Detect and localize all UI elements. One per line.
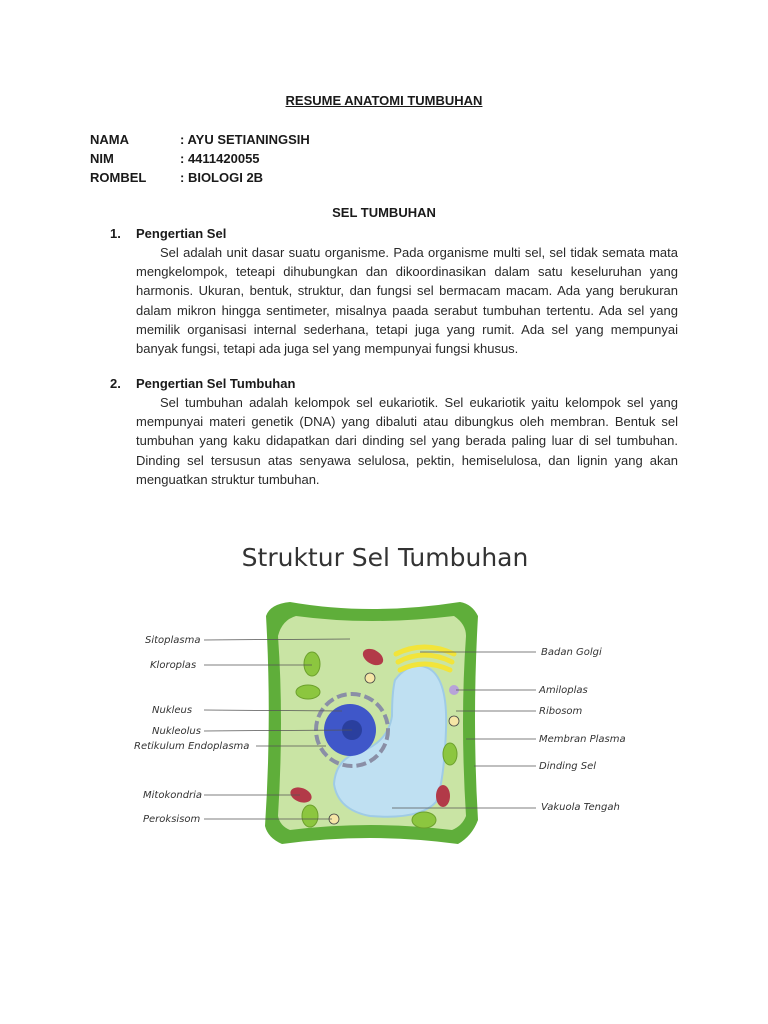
label-vakuola-tengah: Vakuola Tengah [541,802,620,813]
item-heading: Pengertian Sel [136,226,227,241]
info-row-nim [90,149,310,168]
item-paragraph: Sel tumbuhan adalah kelompok sel eukariotik. Sel eukariotik yaitu kelompok sel yang mempunyai materi genetik (DNA) yang dibaluti atau dibungkus oleh membran. Bentuk sel tumbuhan yang kaku didapatkan dari dinding sel yang berada paling luar di sel tumbuhan. Dinding sel tersusun atas senyawa selulosa, pektin, hemiselulosa, dan lignin yang akan menguatkan struktur tumbuhan. [136,395,678,487]
item-paragraph: Sel adalah unit dasar suatu organisme. Pada organisme multi sel, sel tidak semata mata mengkelompok, teteapi dihubungkan dan dikoordinasikan dalam satu keseluruhan yang harmonis. Ukuran, bentuk, struktur, dan fungsi sel bermacam macam. Ada yang berukuran dalam mikron hingga sentimeter, misalnya paada serabut tumbuhan tertentu. Ada sel yang memilik organisasi internal sederhana, tetapi juga yang rumit. Ada sel yang mempunyai banyak fungsi, tetapi ada juga sel yang mempunyai fungsi khusus. [136,245,678,357]
ribosome-shape [365,673,375,683]
chloroplast-shape [412,812,436,828]
info-key: NIM [90,151,114,166]
info-key: NAMA [90,132,129,147]
info-key: ROMBEL [90,170,147,185]
document-title: RESUME ANATOMI TUMBUHAN [285,93,483,108]
ribosome-shape [449,716,459,726]
info-row-rombel [90,168,310,187]
item-number: 1. [110,226,121,241]
mitochondria-shape [436,785,450,807]
label-nukleus: Nukleus [152,705,193,716]
label-mitokondria: Mitokondria [143,790,203,801]
info-value: : AYU SETIANINGSIH [180,132,310,147]
label-amiloplas: Amiloplas [539,685,588,696]
label-badan-golgi: Badan Golgi [541,647,602,658]
diagram-title: Struktur Sel Tumbuhan [241,543,529,572]
label-retikulum: Retikulum Endoplasma [134,741,250,752]
label-membran-plasma: Membran Plasma [539,734,626,745]
section-item-2 [110,374,678,489]
info-row-nama [90,130,310,149]
chloroplast-shape [296,685,320,699]
label-sitoplasma: Sitoplasma [145,635,201,646]
item-number: 2. [110,376,121,391]
item-heading-row [110,224,678,243]
chloroplast-shape [443,743,457,765]
label-peroksisom: Peroksisom [143,814,201,825]
chloroplast-shape [304,652,320,676]
info-value: : BIOLOGI 2B [180,170,264,185]
plant-cell-diagram [0,520,768,860]
label-ribosom: Ribosom [539,706,583,717]
label-kloroplas: Kloroplas [150,660,197,671]
item-heading-row [110,374,678,393]
chloroplast-shape [302,805,318,827]
info-value: : 4411420055 [180,151,260,166]
label-dinding-sel: Dinding Sel [539,761,597,772]
label-nukleolus: Nukleolus [152,726,201,737]
item-heading: Pengertian Sel Tumbuhan [136,376,296,391]
section-title: SEL TUMBUHAN [332,205,436,220]
student-info [90,130,310,187]
section-item-1 [110,224,678,358]
